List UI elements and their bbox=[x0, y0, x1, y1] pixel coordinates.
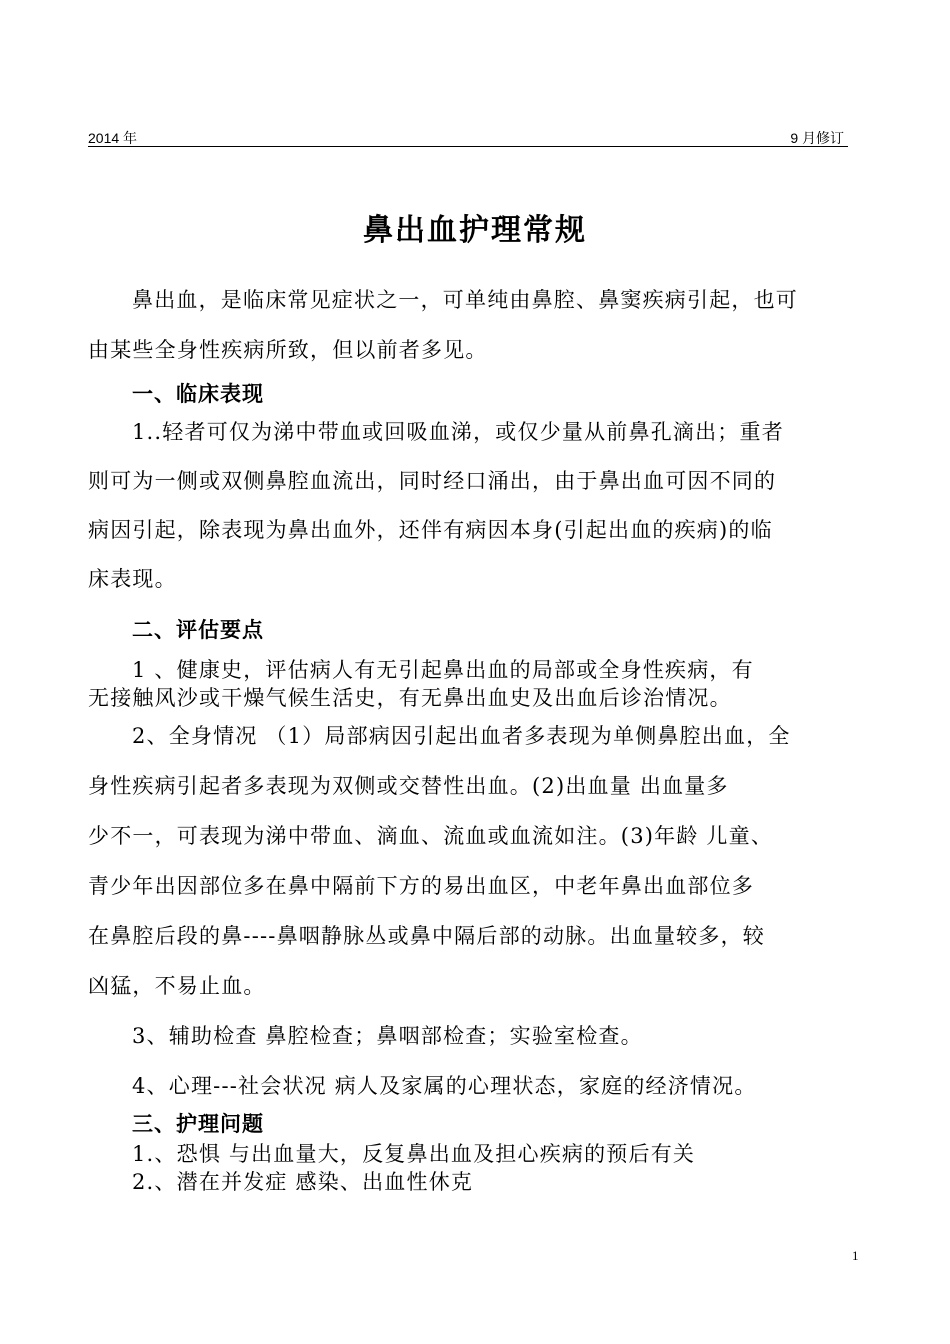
document-title: 鼻出血护理常规 bbox=[363, 213, 587, 248]
section-line: 在鼻腔后段的鼻----鼻咽静脉丛或鼻中隔后部的动脉。出血量较多，较 bbox=[88, 924, 765, 948]
section-heading: 三、护理问题 bbox=[132, 1112, 264, 1136]
section-line: 1.、恐惧 与出血量大，反复鼻出血及担心疾病的预后有关 bbox=[132, 1142, 696, 1166]
section-heading: 一、临床表现 bbox=[132, 382, 264, 406]
section-heading: 二、评估要点 bbox=[132, 618, 264, 642]
intro-line: 由某些全身性疾病所致，但以前者多见。 bbox=[88, 338, 488, 362]
section-line: 4、心理---社会状况 病人及家属的心理状态，家庭的经济情况。 bbox=[132, 1074, 757, 1098]
page-number: 1 bbox=[852, 1248, 859, 1263]
section-line: 1..轻者可仅为涕中带血或回吸血涕，或仅少量从前鼻孔滴出；重者 bbox=[132, 420, 784, 444]
section-line: 则可为一侧或双侧鼻腔血流出，同时经口涌出，由于鼻出血可因不同的 bbox=[88, 469, 777, 493]
section-line: 3、辅助检查 鼻腔检查；鼻咽部检查；实验室检查。 bbox=[132, 1024, 643, 1048]
section-line: 无接触风沙或干燥气候生活史，有无鼻出血史及出血后诊治情况。 bbox=[88, 686, 732, 710]
section-line: 凶猛，不易止血。 bbox=[88, 974, 266, 998]
section-line: 2.、潜在并发症 感染、出血性休克 bbox=[132, 1170, 474, 1194]
header-revision: 9 月修订 bbox=[790, 130, 844, 146]
page-header bbox=[88, 128, 848, 147]
intro-line: 鼻出血，是临床常见症状之一，可单纯由鼻腔、鼻窦疾病引起，也可 bbox=[132, 288, 798, 312]
section-line: 身性疾病引起者多表现为双侧或交替性出血。(2)出血量 出血量多 bbox=[88, 774, 729, 798]
section-line: 青少年出因部位多在鼻中隔前下方的易出血区，中老年鼻出血部位多 bbox=[88, 874, 754, 898]
section-line: 2、全身情况 （1）局部病因引起出血者多表现为单侧鼻腔出血，全 bbox=[132, 724, 791, 748]
header-year: 2014 年 bbox=[88, 130, 138, 146]
section-line: 床表现。 bbox=[88, 567, 177, 591]
section-line: 1 、健康史，评估病人有无引起鼻出血的局部或全身性疾病，有 bbox=[132, 658, 754, 682]
section-line: 少不一，可表现为涕中带血、滴血、流血或血流如注。(3)年龄 儿童、 bbox=[88, 824, 774, 848]
section-line: 病因引起，除表现为鼻出血外，还伴有病因本身(引起出血的疾病)的临 bbox=[88, 518, 773, 542]
